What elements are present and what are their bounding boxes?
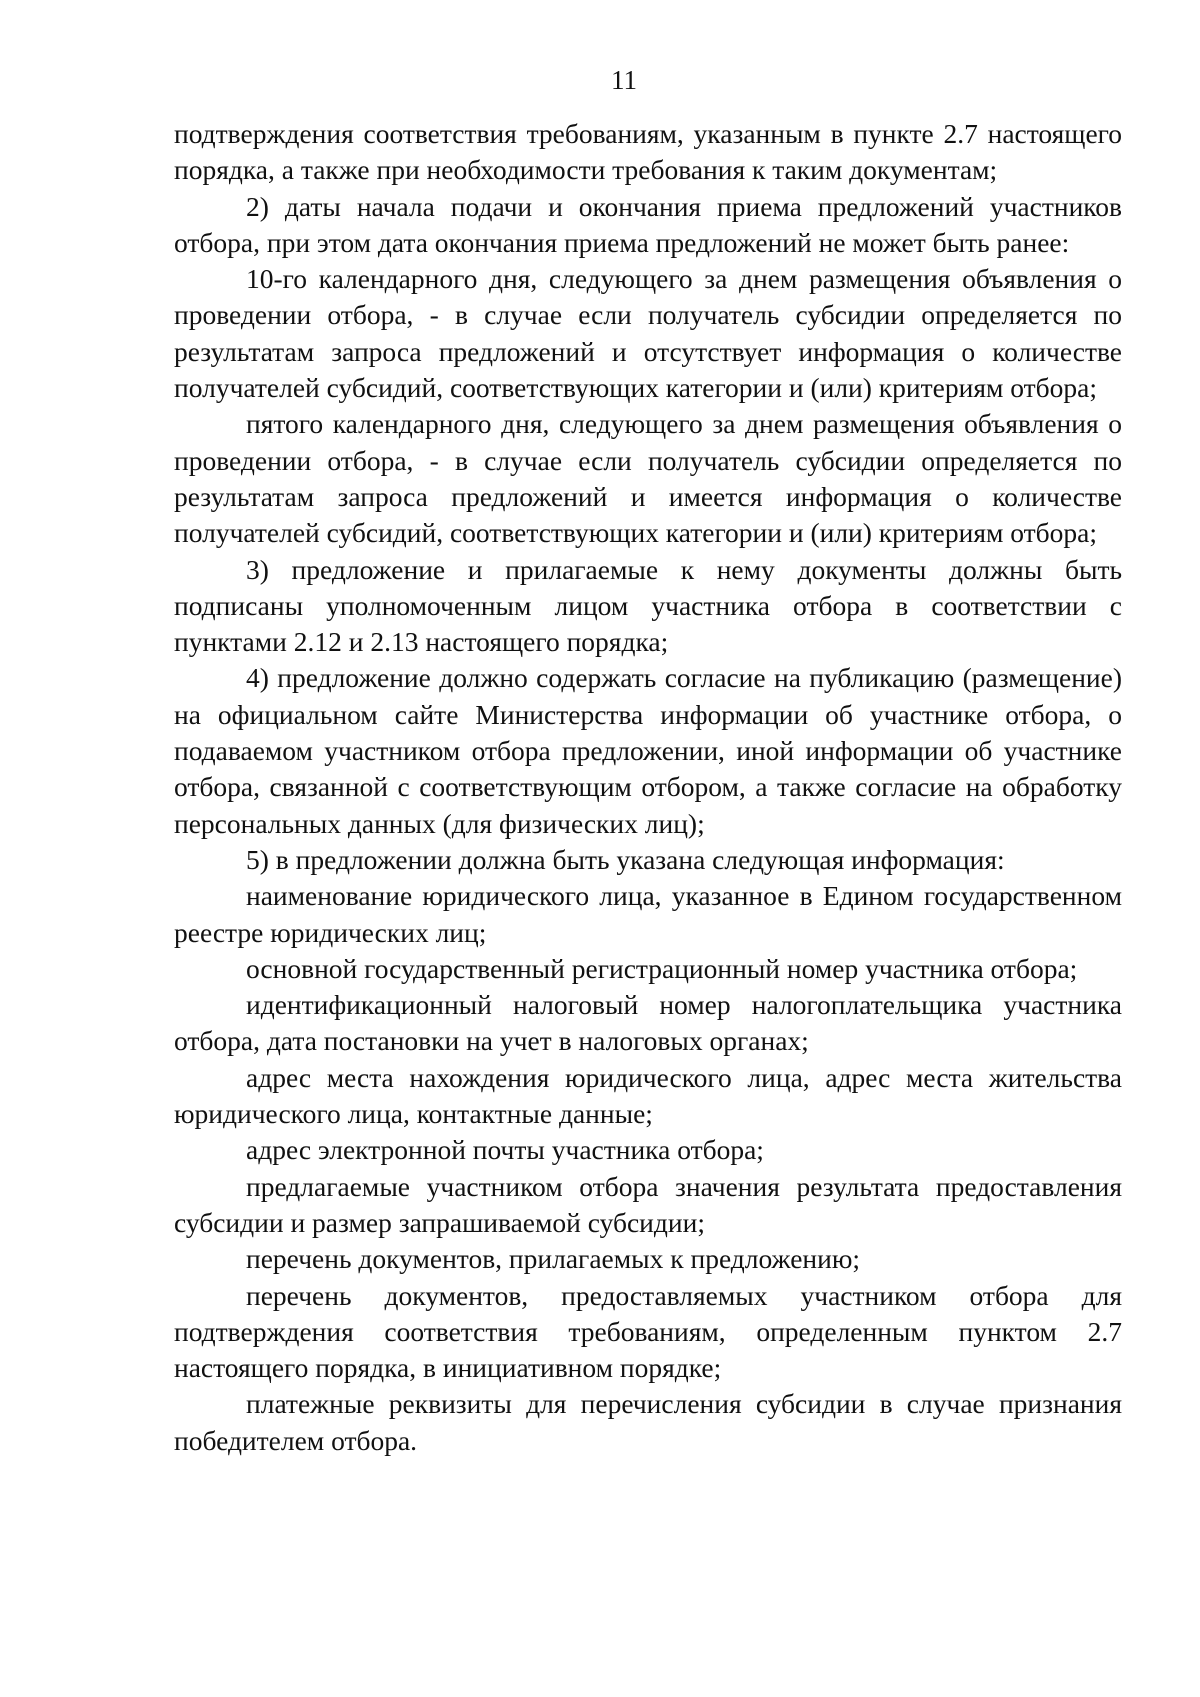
list-item-result-values: предлагаемые участником отбора значения результата предоставления субсидии и размер запрашиваемой субсидии; bbox=[174, 1170, 1122, 1238]
paragraph-deadline-5th-day: пятого календарного дня, следующего за днем размещения объявления о проведении отбора, - в случае если получатель субсидии определяется по результатам запроса предложений и имеется информация о количестве получателей субсидий, соответствующих категории и (или) критериям отбора; bbox=[174, 408, 1122, 549]
paragraph-item-3: 3) предложение и прилагаемые к нему документы должны быть подписаны уполномоченным лицом участника отбора в соответствии с пунктами 2.12 и 2.13 настоящего порядка; bbox=[174, 553, 1122, 658]
list-item-attached-documents: перечень документов, прилагаемых к предложению; bbox=[246, 1243, 861, 1275]
list-item-payment-details: платежные реквизиты для перечисления субсидии в случае признания победителем отбора. bbox=[174, 1388, 1122, 1456]
paragraph-continuation: подтверждения соответствия требованиям, указанным в пункте 2.7 настоящего порядка, а также при необходимости требования к таким документам; bbox=[174, 118, 1122, 186]
page-number: 11 bbox=[611, 65, 637, 95]
list-item-address: адрес места нахождения юридического лица, адрес места жительства юридического лица, контактные данные; bbox=[174, 1061, 1122, 1130]
list-item-inn: идентификационный налоговый номер налогоплательщика участника отбора, дата постановки на учет в налоговых органах; bbox=[174, 989, 1122, 1057]
list-item-compliance-documents: перечень документов, предоставляемых участником отбора для подтверждения соответствия требованиям, определенным пунктом 2.7 настоящего порядка, в инициативном порядке; bbox=[174, 1279, 1122, 1384]
paragraph-item-2: 2) даты начала подачи и окончания приема предложений участников отбора, при этом дата окончания приема предложений не может быть ранее: bbox=[174, 190, 1122, 258]
document-body bbox=[174, 116, 1122, 1459]
list-item-legal-name: наименование юридического лица, указанное в Едином государственном реестре юридических лиц; bbox=[174, 880, 1122, 948]
list-item-email: адрес электронной почты участника отбора; bbox=[246, 1134, 764, 1166]
list-item-ogrn: основной государственный регистрационный номер участника отбора; bbox=[246, 952, 1078, 984]
paragraph-deadline-10th-day: 10-го календарного дня, следующего за днем размещения объявления о проведении отбора, - в случае если получатель субсидии определяется по результатам запроса предложений и отсутствует информация о количестве получателей субсидий, соответствующих категории и (или) критериям отбора; bbox=[174, 263, 1122, 404]
paragraph-item-5: 5) в предложении должна быть указана следующая информация: bbox=[246, 843, 1005, 875]
paragraph-item-4: 4) предложение должно содержать согласие на публикацию (размещение) на официальном сайте Министерства информации об участнике отбора, о подаваемом участником отбора предложении, иной информации об участнике отбора, связанной с соответствующим отбором, а также согласие на обработку персональных данных (для физических лиц); bbox=[174, 662, 1122, 839]
